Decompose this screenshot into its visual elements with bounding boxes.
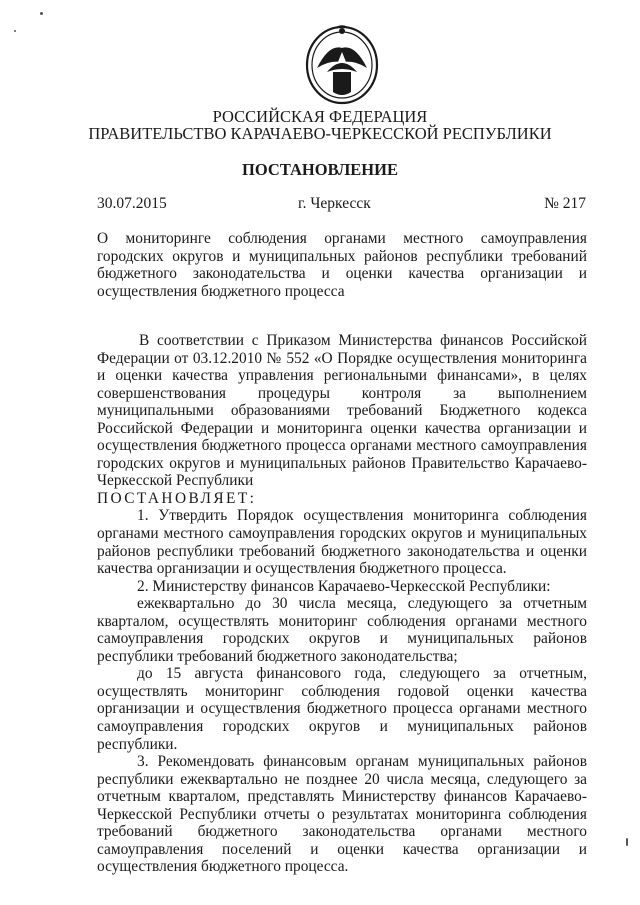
scan-speck [40, 12, 43, 15]
decree-keyword: ПОСТАНОВЛЯЕТ: [97, 489, 257, 507]
government-name: ПРАВИТЕЛЬСТВО КАРАЧАЕВО-ЧЕРКЕССКОЙ РЕСПУБЛИКИ [88, 124, 552, 143]
document-body [97, 332, 587, 876]
document-city: г. Черкесск [298, 195, 371, 212]
item-2b: до 15 августа финансового года, следующего за отчетным, осуществлять мониторинг соблюдения годовой оценки качества организации и осуществления бюджетного процесса органами местного самоуправления городских округов и муниципальных районов республики. [97, 665, 587, 753]
scan-speck [14, 30, 16, 32]
item-3: 3. Рекомендовать финансовым органам муниципальных районов республики ежеквартально не позднее 20 числа месяца, следующего за отчетным кварталом, представлять Министерству финансов Карачаево-Черкесской Республики отчеты о результатах мониторинга соблюдения требований бюджетного законодательства органами местного самоуправления поселений и оценки качества организации и осуществления бюджетного процесса. [97, 753, 587, 876]
item-2a: ежеквартально до 30 числа месяца, следующего за отчетным кварталом, осуществлять мониторинг соблюдения органами местного самоуправления городских округов и муниципальных районов республики требований бюджетного законодательства; [97, 595, 587, 665]
document-number: № 217 [544, 195, 586, 212]
item-1: 1. Утвердить Порядок осуществления мониторинга соблюдения органами местного самоуправления городских округов и муниципальных районов республики требований бюджетного законодательства и оценки качества организации и осуществления бюджетного процесса. [97, 507, 587, 578]
document-type-title: ПОСТАНОВЛЕНИЕ [242, 160, 398, 179]
item-2: 2. Министерству финансов Карачаево-Черкесской Республики: [137, 577, 551, 595]
document-date: 30.07.2015 [97, 195, 167, 212]
scan-speck [626, 838, 628, 846]
intro-paragraph: В соответствии с Приказом Министерства финансов Российской Федерации от 03.12.2010 № 552 «О Порядке осуществления мониторинга и оценки качества управления региональными финансами», в целях совершенствования процедуры контроля за выполнением муниципальными образованиями требований Бюджетного кодекса Российской Федерации и мониторинга оценки качества организации и осуществления бюджетного процесса органами местного самоуправления городских округов и муниципальных районов Правительство Карачаево-Черкесской Республики [97, 332, 587, 490]
coat-of-arms-emblem-icon [303, 22, 381, 106]
country-name: РОССИЙСКАЯ ФЕДЕРАЦИЯ [212, 107, 428, 126]
document-subject: О мониторинге соблюдения органами местного самоуправления городских округов и муниципальных районов республики требований бюджетного законодательства и оценки качества организации и осуществления бюджетного процесса [97, 230, 587, 300]
